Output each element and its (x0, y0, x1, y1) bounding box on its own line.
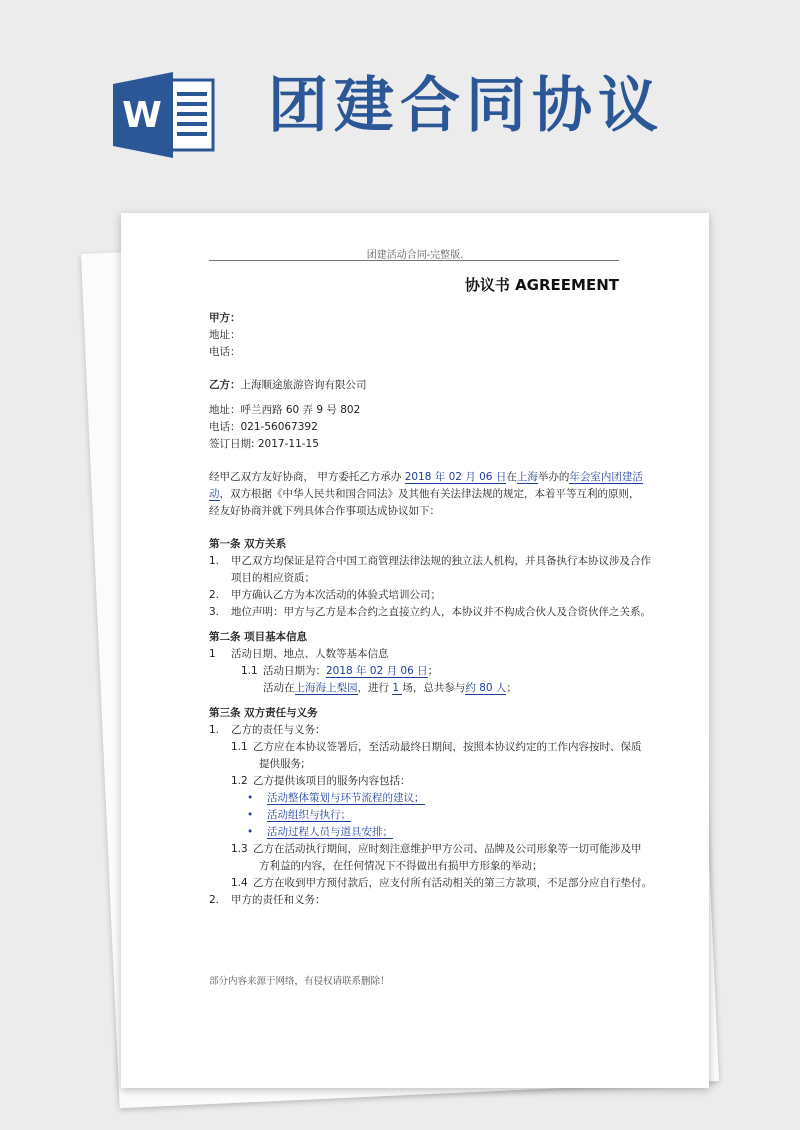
activity-date: 2018 年 02 月 06 日 (326, 665, 428, 677)
intro-line-1: 经甲乙双方友好协商， 甲方委托乙方承办 2018 年 02 月 06 日在上海举办的年会室内团建活 (209, 471, 643, 483)
sub-item-continuation: 提供服务; (259, 758, 305, 770)
party-b-address: 地址：呼兰西路 60 弄 9 号 802 (209, 404, 361, 416)
banner-title: 团建合同协议 (268, 71, 664, 141)
document-title: 协议书 AGREEMENT (464, 276, 619, 294)
list-item: 2. 甲方的责任和义务： (209, 894, 326, 906)
sub-item: 1.2 乙方提供该项目的服务内容包括： (231, 775, 411, 787)
word-logo-letter: W (122, 95, 162, 136)
activity-sessions: 1 (392, 682, 403, 694)
bullet-item: • 活动组织与执行； (247, 809, 351, 821)
activity-people: 约 80 人 (465, 682, 507, 694)
activity-venue: 上海海上梨园 (294, 682, 358, 694)
document-page (121, 213, 709, 1088)
party-a-phone: 电话： (209, 346, 241, 358)
article-1-title: 第一条 双方关系 (209, 538, 287, 550)
word-document-icon (113, 72, 215, 158)
intro-event: 年会室内团建活 (569, 471, 643, 483)
running-header: 团建活动合同-完整版. (366, 250, 464, 261)
list-item: 1. 乙方的责任与义务： (209, 724, 326, 736)
article-2-title: 第二条 项目基本信息 (209, 631, 308, 643)
activity-venue-line: 活动在上海海上梨园，进行 1 场，总共参与约 80 人； (263, 682, 517, 694)
party-a-address: 地址： (209, 329, 241, 341)
document-body (209, 310, 652, 909)
party-b-phone: 电话：021-56067392 (209, 421, 318, 433)
bullet-item: • 活动整体策划与环节流程的建议； (247, 792, 425, 804)
party-a-label: 甲方： (209, 312, 241, 324)
intro-date: 2018 年 02 月 06 日 (404, 471, 507, 483)
sign-date: 签订日期: 2017-11-15 (209, 438, 319, 450)
article-3-title: 第三条 双方责任与义务 (209, 707, 318, 719)
bullet-item: • 活动过程人员与道具安排； (247, 826, 393, 838)
sub-item: 1.1 乙方应在本协议签署后，至活动最终日期间，按照本协议约定的工作内容按时、保质 (231, 741, 642, 753)
party-b-name: 上海顺途旅游咨询有限公司 (240, 379, 367, 391)
list-item: 2. 甲方确认乙方为本次活动的体验式培训公司； (209, 589, 441, 601)
list-item: 1 活动日期、地点、人数等基本信息 (209, 648, 389, 660)
sub-item: 1.3 乙方在活动执行期间，应时刻注意维护甲方公司、品牌及公司形象等一切可能涉及甲 (231, 843, 642, 855)
intro-line-2: 动，双方根据《中华人民共和国合同法》及其他有关法律法规的规定，本着平等互利的原则， (209, 488, 640, 500)
list-item: 3. 地位声明：甲方与乙方是本合约之直接立约人，本协议并不构成合伙人及合资伙伴之关系。 (209, 606, 651, 618)
party-b-label: 乙方： (209, 379, 241, 391)
intro-line-3: 经友好协商并就下列具体合作事项达成协议如下： (209, 505, 440, 517)
list-item: 1. 甲乙双方均保证是符合中国工商管理法律法规的独立法人机构，并具备执行本协议涉及合作 (209, 555, 651, 567)
header-rule (209, 260, 619, 261)
activity-date-line: 1.1 活动日期为：2018 年 02 月 06 日； (241, 665, 439, 677)
intro-place: 上海 (516, 471, 538, 483)
page-footer: 部分内容来源于网络，有侵权请联系删除！ (209, 976, 390, 987)
party-b-line (209, 377, 629, 394)
sub-item-continuation: 方利益的内容，在任何情况下不得做出有损甲方形象的举动； (259, 860, 543, 872)
sub-item: 1.4 乙方在收到甲方预付款后，应支付所有活动相关的第三方款项，不足部分应自行垫付。 (231, 877, 652, 889)
list-item-continuation: 项目的相应资质； (231, 572, 315, 584)
